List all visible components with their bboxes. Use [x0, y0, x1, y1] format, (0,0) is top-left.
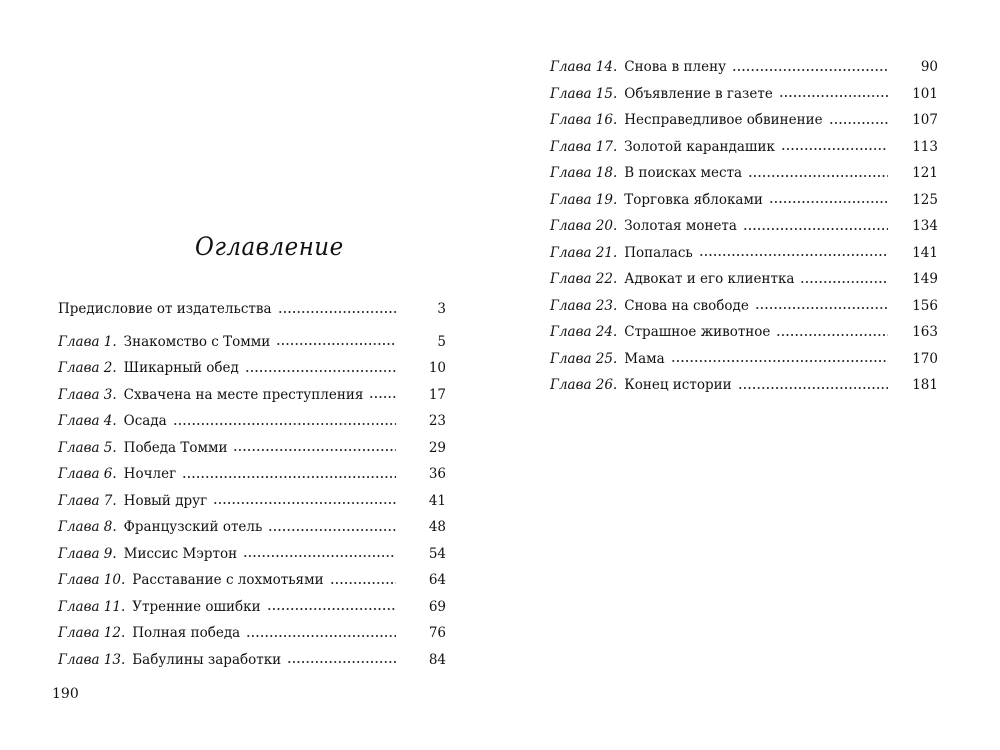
- leader-dots: [769, 200, 888, 204]
- toc-entry-chapter-label: Глава 13.: [58, 651, 126, 668]
- toc-entry-page: 125: [912, 191, 938, 208]
- toc-entry-chapter-label: Глава 24.: [550, 324, 618, 341]
- toc-entry[interactable]: [58, 567, 446, 594]
- leader-dots: [278, 310, 396, 314]
- leader-dots: [182, 475, 396, 479]
- toc-entry-chapter-label: Глава 22.: [550, 271, 618, 288]
- toc-entry-chapter-label: Глава 12.: [58, 625, 126, 642]
- leader-dots: [369, 395, 396, 399]
- toc-entry[interactable]: [58, 435, 446, 462]
- toc-entry-page: 48: [428, 519, 446, 536]
- toc-list-right: [550, 54, 938, 399]
- toc-entry-title: В поисках места: [624, 165, 743, 182]
- toc-entry[interactable]: [550, 160, 938, 187]
- toc-entry[interactable]: [550, 266, 938, 293]
- leader-dots: [699, 253, 888, 257]
- toc-entry-chapter-label: Глава 26.: [550, 377, 618, 394]
- toc-entry[interactable]: [58, 355, 446, 382]
- toc-list-left: [58, 296, 446, 673]
- toc-entry-title: Ночлег: [123, 466, 177, 483]
- leader-dots: [330, 581, 396, 585]
- right-page: [500, 0, 1000, 750]
- leader-dots: [779, 94, 888, 98]
- toc-entry-chapter-label: Глава 15.: [550, 85, 618, 102]
- toc-entry-title: Адвокат и его клиентка: [624, 271, 795, 288]
- toc-entry-page: 3: [437, 301, 446, 318]
- leader-dots: [246, 634, 396, 638]
- toc-entry-page: 17: [428, 386, 446, 403]
- toc-entry-chapter-label: Глава 8.: [58, 519, 117, 536]
- toc-entry-preface[interactable]: [58, 296, 446, 323]
- toc-entry[interactable]: [550, 293, 938, 320]
- toc-entry-page: 107: [912, 112, 938, 129]
- toc-entry-title: Попалась: [624, 244, 693, 261]
- toc-entry-chapter-label: Глава 4.: [58, 413, 117, 430]
- toc-entry[interactable]: [550, 187, 938, 214]
- toc-entry-title: Миссис Мэртон: [123, 545, 238, 562]
- toc-entry-page: 84: [428, 651, 446, 668]
- toc-entry[interactable]: [58, 382, 446, 409]
- toc-entry-page: 141: [912, 244, 938, 261]
- toc-entry-page: 181: [912, 377, 938, 394]
- toc-entry-page: 36: [428, 466, 446, 483]
- toc-entry-title: Французский отель: [123, 519, 263, 536]
- toc-entry-title: Утренние ошибки: [132, 598, 261, 615]
- toc-entry-page: 163: [912, 324, 938, 341]
- toc-entry-title: Шикарный обед: [123, 360, 239, 377]
- toc-entry-chapter-label: Глава 16.: [550, 112, 618, 129]
- toc-entry-chapter-label: Глава 19.: [550, 191, 618, 208]
- toc-entry-title: Снова на свободе: [624, 297, 749, 314]
- toc-entry[interactable]: [58, 620, 446, 647]
- toc-entry[interactable]: [58, 461, 446, 488]
- toc-entry-chapter-label: Глава 21.: [550, 244, 618, 261]
- toc-entry-chapter-label: Глава 11.: [58, 598, 126, 615]
- toc-entry-page: 101: [912, 85, 938, 102]
- toc-entry-title: Снова в плену: [624, 59, 727, 76]
- leader-dots: [800, 280, 888, 284]
- toc-entry-page: 29: [428, 439, 446, 456]
- leader-dots: [276, 342, 396, 346]
- toc-entry-title: Предисловие от издательства: [58, 301, 272, 318]
- toc-entry-page: 64: [428, 572, 446, 589]
- toc-entry-page: 90: [920, 59, 938, 76]
- leader-dots: [755, 306, 888, 310]
- toc-entry-title: Бабулины заработки: [132, 651, 282, 668]
- leader-dots: [213, 501, 396, 505]
- toc-entry[interactable]: [550, 81, 938, 108]
- toc-entry-page: 76: [428, 625, 446, 642]
- toc-entry-chapter-label: Глава 2.: [58, 360, 117, 377]
- toc-entry-chapter-label: Глава 14.: [550, 59, 618, 76]
- toc-entry[interactable]: [550, 346, 938, 373]
- toc-entry-chapter-label: Глава 10.: [58, 572, 126, 589]
- toc-entry-title: Объявление в газете: [624, 85, 773, 102]
- leader-dots: [738, 386, 888, 390]
- toc-entry-page: 170: [912, 350, 938, 367]
- toc-entry-title: Страшное животное: [624, 324, 771, 341]
- page-number: 190: [52, 686, 79, 702]
- leader-dots: [829, 121, 888, 125]
- toc-entry[interactable]: [58, 488, 446, 515]
- toc-entry[interactable]: [550, 319, 938, 346]
- toc-entry-page: 156: [912, 297, 938, 314]
- toc-entry-title: Новый друг: [123, 492, 208, 509]
- toc-entry-title: Торговка яблоками: [624, 191, 763, 208]
- toc-entry[interactable]: [550, 54, 938, 81]
- toc-entry-title: Золотая монета: [624, 218, 737, 235]
- leader-dots: [748, 174, 888, 178]
- toc-entry-title: Полная победа: [132, 625, 241, 642]
- leader-dots: [268, 528, 396, 532]
- toc-entry-title: Победа Томми: [123, 439, 228, 456]
- leader-dots: [243, 554, 396, 558]
- toc-entry-page: 10: [428, 360, 446, 377]
- toc-entry-page: 149: [912, 271, 938, 288]
- toc-entry-chapter-label: Глава 23.: [550, 297, 618, 314]
- toc-entry[interactable]: [550, 107, 938, 134]
- leader-dots: [776, 333, 888, 337]
- toc-entry-title: Расставание с лохмотьями: [132, 572, 324, 589]
- toc-entry-page: 41: [428, 492, 446, 509]
- leader-dots: [245, 369, 396, 373]
- toc-entry[interactable]: [550, 213, 938, 240]
- toc-entry[interactable]: [550, 134, 938, 161]
- toc-entry-page: 134: [912, 218, 938, 235]
- toc-entry-title: Схвачена на месте преступления: [123, 386, 364, 403]
- toc-entry[interactable]: [58, 647, 446, 674]
- toc-entry-title: Знакомство с Томми: [123, 333, 271, 350]
- leader-dots: [743, 227, 888, 231]
- leader-dots: [781, 147, 888, 151]
- toc-entry-chapter-label: Глава 9.: [58, 545, 117, 562]
- toc-entry-page: 69: [428, 598, 446, 615]
- toc-entry-page: 113: [912, 138, 938, 155]
- leader-dots: [671, 359, 888, 363]
- toc-entry[interactable]: [58, 514, 446, 541]
- leader-dots: [732, 68, 888, 72]
- toc-entry-chapter-label: Глава 5.: [58, 439, 117, 456]
- toc-entry[interactable]: [58, 541, 446, 568]
- toc-entry-title: Золотой карандашик: [624, 138, 775, 155]
- toc-entry-chapter-label: Глава 17.: [550, 138, 618, 155]
- leader-dots: [287, 660, 396, 664]
- toc-entry[interactable]: [58, 594, 446, 621]
- toc-entry-chapter-label: Глава 25.: [550, 350, 618, 367]
- toc-entry-title: Конец истории: [624, 377, 732, 394]
- toc-entry-chapter-label: Глава 20.: [550, 218, 618, 235]
- toc-heading: Оглавление: [195, 232, 344, 261]
- toc-entry[interactable]: [58, 408, 446, 435]
- toc-entry-title: Мама: [624, 350, 665, 367]
- toc-entry-chapter-label: Глава 1.: [58, 333, 117, 350]
- leader-dots: [267, 607, 396, 611]
- toc-entry-chapter-label: Глава 7.: [58, 492, 117, 509]
- toc-entry[interactable]: [58, 329, 446, 356]
- toc-entry-page: 23: [428, 413, 446, 430]
- toc-entry-title: Несправедливое обвинение: [624, 112, 823, 129]
- toc-entry-page: 54: [428, 545, 446, 562]
- toc-entry-page: 5: [437, 333, 446, 350]
- toc-entry-page: 121: [912, 165, 938, 182]
- toc-entry[interactable]: [550, 240, 938, 267]
- toc-entry-chapter-label: Глава 3.: [58, 386, 117, 403]
- toc-entry-chapter-label: Глава 6.: [58, 466, 117, 483]
- toc-entry[interactable]: [550, 372, 938, 399]
- toc-entry-title: Осада: [123, 413, 167, 430]
- toc-entry-chapter-label: Глава 18.: [550, 165, 618, 182]
- leader-dots: [233, 448, 396, 452]
- leader-dots: [173, 422, 396, 426]
